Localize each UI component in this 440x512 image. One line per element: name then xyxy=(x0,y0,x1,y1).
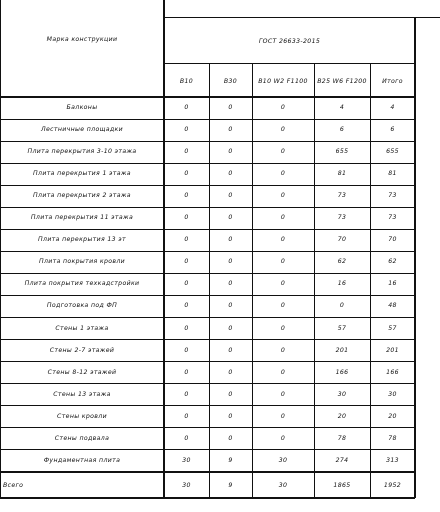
row-value: 0 xyxy=(339,302,345,310)
row-value: 0 xyxy=(280,258,286,266)
row-divider xyxy=(0,141,415,142)
row-value: 0 xyxy=(228,236,233,244)
row-value: 30 xyxy=(388,390,397,398)
row-value: 62 xyxy=(337,258,347,266)
column-divider-mark xyxy=(163,0,165,498)
column-divider xyxy=(370,63,371,498)
row-label: Плита перекрытия 13 эт xyxy=(38,236,126,244)
row-value: 20 xyxy=(388,412,397,420)
row-value: 0 xyxy=(184,236,189,244)
row-value: 166 xyxy=(386,368,399,376)
row-value: 0 xyxy=(280,390,286,398)
row-value: 0 xyxy=(184,368,189,376)
row-value: 81 xyxy=(337,170,347,178)
row-value: 0 xyxy=(280,148,286,156)
total-label: Всего xyxy=(3,481,24,489)
row-value: 0 xyxy=(184,324,189,332)
row-value: 655 xyxy=(386,148,399,156)
row-divider xyxy=(0,207,415,208)
row-value: 78 xyxy=(337,434,347,442)
row-label: Балконы xyxy=(66,103,98,111)
total-value: 30 xyxy=(278,481,288,489)
row-value: 4 xyxy=(390,103,395,111)
row-value: 0 xyxy=(280,302,286,310)
row-value: 0 xyxy=(184,258,189,266)
row-value: 30 xyxy=(278,456,288,464)
row-label: Плита перекрытия 1 этажа xyxy=(33,170,131,178)
row-value: 73 xyxy=(337,214,347,222)
row-value: 0 xyxy=(228,258,233,266)
row-value: 9 xyxy=(228,456,233,464)
row-value: 78 xyxy=(388,434,397,442)
row-divider xyxy=(0,361,415,362)
row-label: Стены 13 этажа xyxy=(53,390,111,398)
row-value: 0 xyxy=(228,192,233,200)
row-divider xyxy=(0,295,415,296)
row-label: Стены кровли xyxy=(57,412,107,420)
row-label: Стены 1 этажа xyxy=(55,324,109,332)
row-label: Стены 2-7 этажей xyxy=(49,346,115,354)
row-value: 201 xyxy=(335,346,349,354)
row-value: 16 xyxy=(337,280,347,288)
row-label: Фундаментная плита xyxy=(43,456,121,464)
row-value: 0 xyxy=(228,103,233,111)
row-value: 0 xyxy=(184,170,189,178)
row-value: 313 xyxy=(386,456,399,464)
row-value: 0 xyxy=(184,280,189,288)
row-value: 0 xyxy=(228,125,233,133)
row-value: 0 xyxy=(228,434,233,442)
row-label: Плита перекрытия 3-10 этажа xyxy=(27,148,137,156)
row-value: 0 xyxy=(184,412,189,420)
column-divider xyxy=(209,63,210,498)
header-construction-mark: Марка конструкции xyxy=(46,35,118,43)
row-label: Плита перекрытия 11 этажа xyxy=(30,214,134,222)
row-value: 0 xyxy=(228,280,233,288)
row-value: 62 xyxy=(388,258,397,266)
row-value: 0 xyxy=(228,346,233,354)
row-value: 0 xyxy=(228,214,233,222)
table-border-left xyxy=(0,0,1,498)
column-header: Итого xyxy=(382,77,403,85)
header-top-rule xyxy=(164,17,440,18)
row-label: Подготовка под ФП xyxy=(46,302,118,310)
row-value: 0 xyxy=(280,346,286,354)
row-value: 0 xyxy=(280,192,286,200)
row-label: Плита покрытия кровли xyxy=(38,258,126,266)
row-divider xyxy=(0,119,415,120)
row-value: 0 xyxy=(280,125,286,133)
total-top-rule xyxy=(0,471,415,473)
row-value: 655 xyxy=(335,148,349,156)
column-divider xyxy=(252,63,253,498)
row-label: Стены 8-12 этажей xyxy=(47,368,117,376)
row-value: 48 xyxy=(388,302,397,310)
total-value: 1865 xyxy=(333,481,351,489)
column-header: B10 xyxy=(179,77,194,85)
row-value: 20 xyxy=(337,412,347,420)
row-label: Лестничные площадки xyxy=(41,125,123,133)
row-value: 6 xyxy=(390,125,395,133)
row-value: 70 xyxy=(337,236,347,244)
row-value: 0 xyxy=(184,346,189,354)
row-value: 0 xyxy=(228,148,233,156)
row-divider xyxy=(0,405,415,406)
header-standard: ГОСТ 26633-2015 xyxy=(258,37,321,45)
header-bottom-rule xyxy=(0,96,415,98)
row-divider xyxy=(0,449,415,450)
row-divider xyxy=(0,427,415,428)
row-value: 0 xyxy=(184,192,189,200)
row-value: 0 xyxy=(184,302,189,310)
row-value: 4 xyxy=(339,103,345,111)
row-value: 73 xyxy=(388,192,397,200)
row-value: 0 xyxy=(280,214,286,222)
row-value: 0 xyxy=(184,214,189,222)
row-value: 0 xyxy=(280,103,286,111)
header-standard-rule xyxy=(164,63,415,64)
row-value: 73 xyxy=(337,192,347,200)
row-divider xyxy=(0,185,415,186)
row-value: 0 xyxy=(280,434,286,442)
row-divider xyxy=(0,273,415,274)
row-value: 6 xyxy=(339,125,345,133)
row-value: 57 xyxy=(388,324,397,332)
row-value: 0 xyxy=(184,148,189,156)
column-header: B10 W2 F1100 xyxy=(258,77,308,85)
total-value: 1952 xyxy=(383,481,402,489)
row-value: 0 xyxy=(228,324,233,332)
row-divider xyxy=(0,229,415,230)
row-divider xyxy=(0,163,415,164)
row-value: 0 xyxy=(184,103,189,111)
row-value: 73 xyxy=(388,214,397,222)
row-value: 0 xyxy=(228,368,233,376)
column-divider xyxy=(314,63,315,498)
row-divider xyxy=(0,317,415,318)
row-value: 57 xyxy=(337,324,347,332)
row-value: 0 xyxy=(280,280,286,288)
row-value: 201 xyxy=(386,346,399,354)
row-divider xyxy=(0,339,415,340)
row-value: 70 xyxy=(388,236,397,244)
column-header: B25 W6 F1200 xyxy=(317,77,367,85)
row-value: 30 xyxy=(182,456,191,464)
column-header: B30 xyxy=(223,77,238,85)
row-value: 81 xyxy=(388,170,397,178)
row-value: 16 xyxy=(388,280,397,288)
row-value: 0 xyxy=(280,324,286,332)
row-value: 30 xyxy=(337,390,347,398)
row-value: 0 xyxy=(228,302,233,310)
table-border-right xyxy=(414,17,416,498)
row-value: 274 xyxy=(335,456,349,464)
row-value: 166 xyxy=(335,368,349,376)
row-value: 0 xyxy=(280,412,286,420)
total-value: 30 xyxy=(182,481,191,489)
row-divider xyxy=(0,251,415,252)
row-value: 0 xyxy=(280,170,286,178)
row-value: 0 xyxy=(184,125,189,133)
row-value: 0 xyxy=(228,170,233,178)
row-value: 0 xyxy=(280,236,286,244)
row-label: Плита покрытия техкадстройки xyxy=(24,280,140,288)
row-label: Стены подвала xyxy=(54,434,110,442)
row-label: Плита перекрытия 2 этажа xyxy=(33,192,131,200)
row-value: 0 xyxy=(184,390,189,398)
row-value: 0 xyxy=(184,434,189,442)
row-value: 0 xyxy=(280,368,286,376)
total-value: 9 xyxy=(228,481,233,489)
row-value: 0 xyxy=(228,390,233,398)
row-value: 0 xyxy=(228,412,233,420)
row-divider xyxy=(0,383,415,384)
table-border-bottom xyxy=(0,497,415,499)
